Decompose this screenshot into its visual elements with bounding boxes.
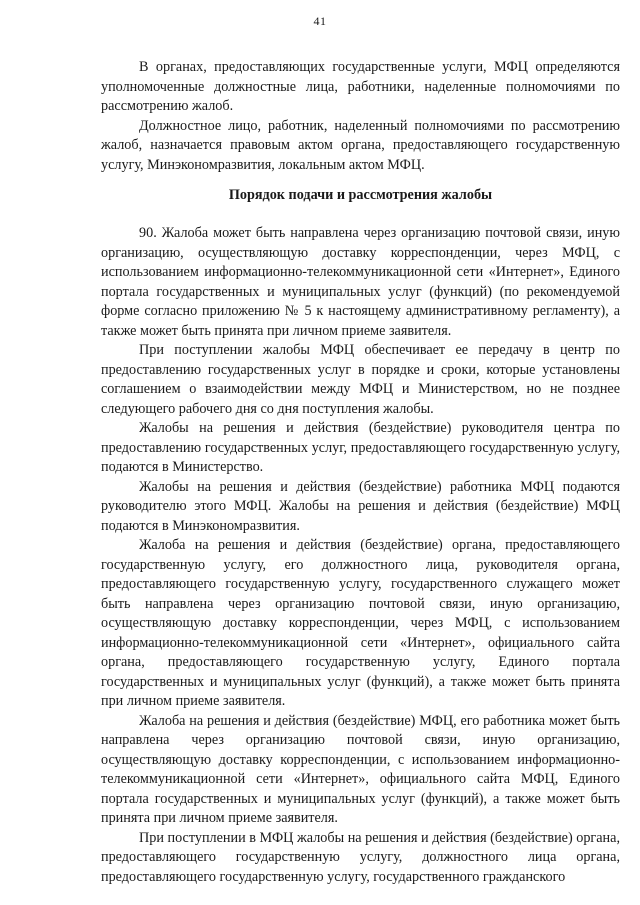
paragraph-90: 90. Жалоба может быть направлена через организацию почтовой связи, иную организацию, осуществляющую доставку корреспонденции, через МФЦ, с использованием информационно-телекоммуникационной сети «Интернет», Единого портала государственных и муниципальных услуг (функций) (по рекомендуемой форме согласно приложению № 5 к настоящему административному регламенту), а также может быть принята при личном приеме заявителя.: [101, 225, 620, 339]
document-body: [101, 58, 620, 887]
paragraph-main-2: При поступлении жалобы МФЦ обеспечивает ее передачу в центр по предоставлению государственных услуг в порядке и сроки, которые установлены соглашением о взаимодействии между МФЦ и Министерством, но не позднее следующего рабочего дня со дня поступления жалобы.: [101, 342, 620, 417]
paragraph-intro-1: В органах, предоставляющих государственные услуги, МФЦ определяются уполномоченные должностные лица, работники, наделенные полномочиями по рассмотрению жалоб.: [101, 59, 620, 114]
paragraph-main-6: Жалоба на решения и действия (бездействие) МФЦ, его работника может быть направлена через организацию почтовой связи, иную организацию, осуществляющую доставку корреспонденции, с использованием информационно-телекоммуникационной сети «Интернет», официального сайта МФЦ, Единого портала государственных и муниципальных услуг (функций), а также может быть принята при личном приеме заявителя.: [101, 712, 620, 826]
paragraph-main-4: Жалобы на решения и действия (бездействие) работника МФЦ подаются руководителю этого МФЦ. Жалобы на решения и действия (бездействие) МФЦ подаются в Минэкономразвития.: [101, 478, 620, 534]
page-number: 41: [313, 14, 327, 28]
paragraph-intro-2: Должностное лицо, работник, наделенный полномочиями по рассмотрению жалоб, назначается правовым актом органа, предоставляющего государственную услугу, Минэкономразвития, локальным актом МФЦ.: [101, 117, 620, 173]
section-heading: Порядок подачи и рассмотрения жалобы: [228, 187, 493, 203]
paragraph-main-5: Жалоба на решения и действия (бездействие) органа, предоставляющего государственную услугу, его должностного лица, руководителя органа, предоставляющего государственную услугу, государственного служащего может быть направлена через организацию почтовой связи, иную организацию, осуществляющую доставку корреспонденции, через МФЦ, с использованием информационно-телекоммуникационной сети «Интернет», официального сайта органа, предоставляющего государственную услугу, Единого портала государственных и муниципальных услуг (функций), а также может быть принята при личном приеме заявителя.: [101, 537, 620, 709]
paragraph-main-3: Жалобы на решения и действия (бездействие) руководителя центра по предоставлению государственных услуг, предоставляющего государственную услугу, подаются в Министерство.: [101, 420, 620, 475]
paragraph-main-7: При поступлении в МФЦ жалобы на решения и действия (бездействие) органа, предоставляющего государственную услугу, должностного лица органа, предоставляющего государственную услугу, государственного гражданского: [101, 829, 620, 885]
